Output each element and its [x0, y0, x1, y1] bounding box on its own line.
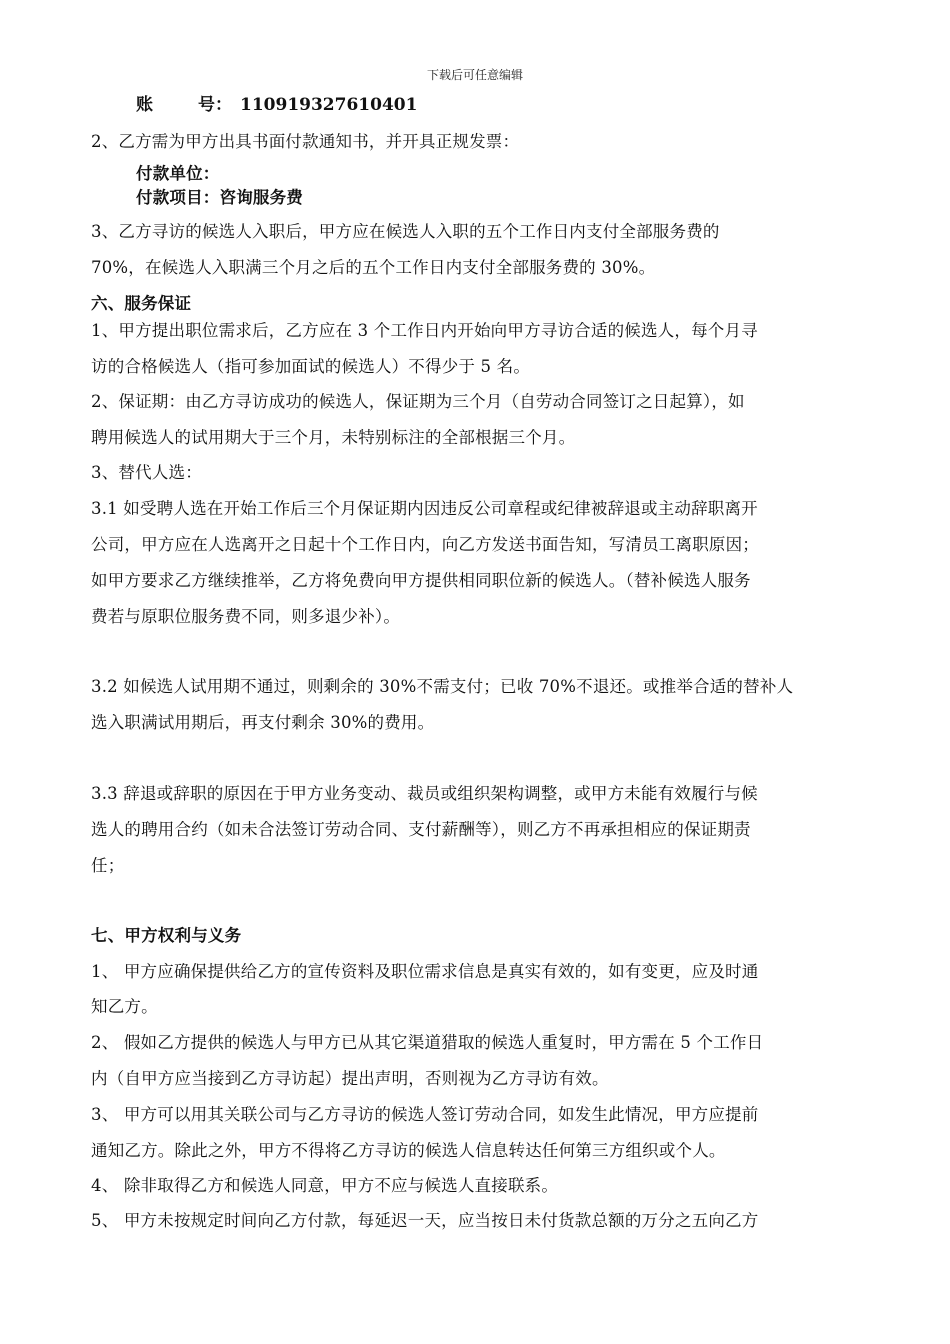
clause-6-3-2: 3.2 如候选人试用期不通过，则剩余的 30%不需支付；已收 70%不退还。或推举合适的替补人: [91, 677, 794, 696]
clause-7-3: 3、 甲方可以用其关联公司与乙方寻访的候选人签订劳动合同，如发生此情况，甲方应提前: [91, 1105, 759, 1124]
clause-7-2: 2、 假如乙方提供的候选人与甲方已从其它渠道猎取的候选人重复时，甲方需在 5 个工作日: [91, 1033, 764, 1052]
clause-6-3: 3、替代人选：: [91, 463, 202, 482]
clause-7-1-cont: 知乙方。: [91, 997, 158, 1016]
clause-6-1-cont: 访的合格候选人（指可参加面试的候选人）不得少于 5 名。: [91, 357, 531, 376]
clause-6-1: 1、甲方提出职位需求后，乙方应在 3 个工作日内开始向甲方寻访合适的候选人，每个月寻: [91, 321, 758, 340]
account-label-a: 账: [136, 95, 153, 115]
account-number: 110919327610401: [240, 95, 418, 115]
clause-6-2-cont: 聘用候选人的试用期大于三个月，未特别标注的全部根据三个月。: [91, 428, 576, 447]
clause-7-3-cont: 通知乙方。除此之外，甲方不得将乙方寻访的候选人信息转达任何第三方组织或个人。: [91, 1141, 726, 1160]
clause-6-3-3: 3.3 辞退或辞职的原因在于甲方业务变动、裁员或组织架构调整，或甲方未能有效履行与候: [91, 784, 758, 803]
payer-unit-label: 付款单位：: [136, 164, 220, 183]
clause-7-5: 5、 甲方未按规定时间向乙方付款，每延迟一天，应当按日未付货款总额的万分之五向乙方: [91, 1211, 759, 1230]
clause-6-3-1-cont-b: 如甲方要求乙方继续推举，乙方将免费向甲方提供相同职位新的候选人。（替补候选人服务: [91, 571, 751, 590]
clause-7-1: 1、 甲方应确保提供给乙方的宣传资料及职位需求信息是真实有效的，如有变更，应及时通: [91, 962, 759, 981]
clause-6-2: 2、保证期：由乙方寻访成功的候选人，保证期为三个月（自劳动合同签订之日起算），如: [91, 392, 745, 411]
clause-6-3-1-cont-c: 费若与原职位服务费不同，则多退少补）。: [91, 607, 401, 626]
clause-6-3-1: 3.1 如受聘人选在开始工作后三个月保证期内因违反公司章程或纪律被辞退或主动辞职离开: [91, 499, 758, 518]
clause-3-payment: 3、乙方寻访的候选人入职后，甲方应在候选人入职的五个工作日内支付全部服务费的: [91, 222, 720, 241]
account-label-b: 号：: [198, 95, 232, 115]
clause-3-payment-cont: 70%，在候选人入职满三个月之后的五个工作日内支付全部服务费的 30%。: [91, 258, 656, 277]
payment-item-label: 付款项目：咨询服务费: [136, 188, 303, 207]
clause-2-invoice: 2、乙方需为甲方出具书面付款通知书，并开具正规发票：: [91, 132, 520, 151]
account-line: [136, 90, 417, 115]
clause-6-3-3-cont-a: 选人的聘用合约（如未合法签订劳动合同、支付薪酬等），则乙方不再承担相应的保证期责: [91, 820, 751, 839]
section-7-heading: 七、甲方权利与义务: [91, 926, 242, 945]
clause-7-4: 4、 除非取得乙方和候选人同意，甲方不应与候选人直接联系。: [91, 1176, 559, 1195]
clause-7-2-cont: 内（自甲方应当接到乙方寻访起）提出声明，否则视为乙方寻访有效。: [91, 1069, 609, 1088]
clause-6-3-2-cont: 选入职满试用期后，再支付剩余 30%的费用。: [91, 713, 435, 732]
clause-6-3-1-cont-a: 公司，甲方应在人选离开之日起十个工作日内，向乙方发送书面告知，写清员工离职原因；: [91, 535, 759, 554]
clause-6-3-3-cont-b: 任；: [91, 856, 125, 875]
header-note: 下载后可任意编辑: [426, 68, 523, 82]
section-6-heading: 六、服务保证: [91, 294, 192, 313]
